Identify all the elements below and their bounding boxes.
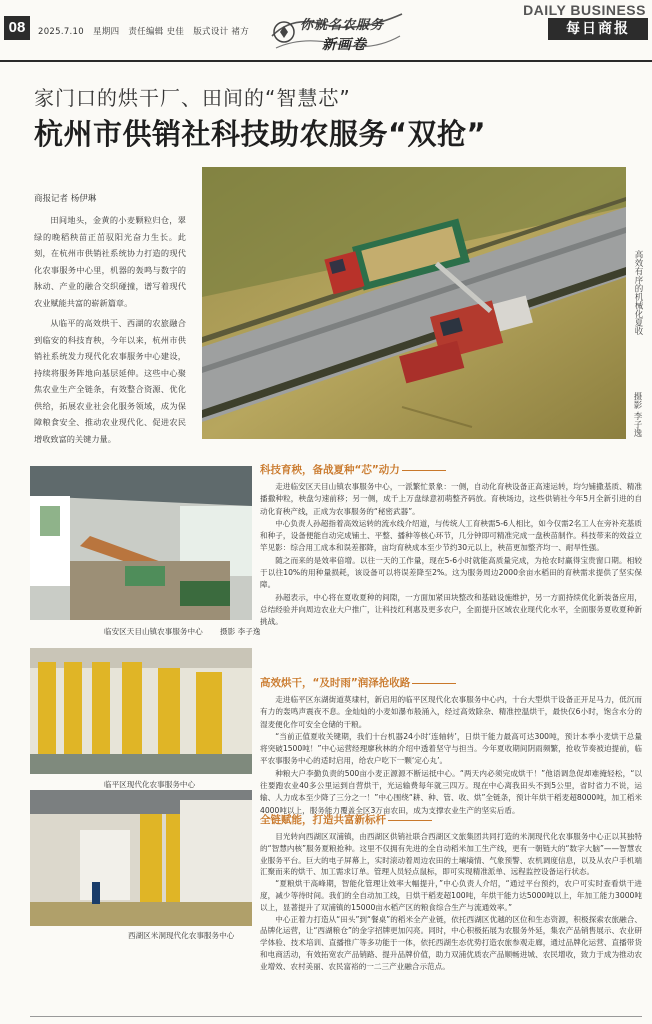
article-subtitle: 家门口的烘干厂、田间的“智慧芯”	[34, 86, 351, 110]
photo-side-credit: 摄影 李子逸	[632, 392, 642, 438]
paragraph: 中心正着力打造从“田头”到“餐桌”的稻米全产业链，依托西湖区优越的区位和生态资源，积极探索农旅融合、品牌化运营，让“西湖粮仓”的金字招牌更加闪亮。同时，中心积极拓展为农服务外延，集农产品销售展示、农业研学体验、技术培训、直播推广等多功能于一体，依托西湖生态优势打造农旅参观走廊，通过品牌化运营、直播带货和电商活动，有效拓宽农产品销路、提升品牌价值，助力双浦优质农产品顺畅进城、农民增收，致力于成为推动农业增效、农村美丽、农民富裕的一二三产业融合示范点。	[260, 914, 642, 971]
page-number: 08	[4, 16, 30, 40]
paragraph: 走进临安区天目山镇农事服务中心，一派繁忙景象：一侧，自动化育秧设备正高速运转，均匀铺撒基质、精准播撒种粒，秧盘匀速前移；另一侧，成千上万盘绿意初萌整齐码放。育秧场边，这些供销社今年5月全新引进的自动化育秧产线，正成为农事服务的“秘密武器”。	[260, 482, 642, 516]
column-title-line2: 新画卷	[322, 37, 367, 53]
column-title-line1: 你就名农服务	[300, 18, 385, 33]
brand-chinese: 每日商报	[548, 18, 648, 40]
section-seedling	[260, 462, 642, 629]
photo1-caption: 临安区天目山镇农事服务中心	[104, 627, 203, 636]
photo3-caption: 西湖区米洞现代化农事服务中心	[128, 931, 235, 940]
paragraph: 随之而来的是效率倍增。以往一天的工作量，现在5-6小时就能高质量完成，为抢农时赢得宝贵窗口期。相较于以往10%的用种量损耗，该设备可以将误差降至2%。这为服务周边2000余亩水稻田的育秧需求提供了坚实保障。	[260, 555, 642, 590]
paragraph: 走进临平区东湖街道莫埭村，新启用的临平区现代化农事服务中心内，十台大型烘干设备正开足马力，低沉而有力的轰鸣声震夜不息。金灿灿的小麦如瀑布般涌入，经过高效除杂、精准控温烘干，最快仅6小时，饱含水分的湿麦便化作可安全仓储的干粮。	[260, 695, 642, 729]
photo2-caption: 临平区现代化农事服务中心	[104, 780, 196, 789]
paragraph: 中心负责人孙超指着高效运转的流水线介绍道，与传统人工育秧需5-6人相比，如今仅需2名工人在旁补充基质和种子，设备便能自动完成铺土、平整、播种等核心环节，几分钟即可精准完成一盘秧苗制作。科技带来的效益立竿见影：综合用工成本和误差都降，亩均育秧成本至少节约30元以上，秧苗更加整齐均一、耐旱性强。	[260, 518, 642, 553]
paragraph: 种粮大户李勤负责的500亩小麦正源源不断运抵中心。“两天内必须完成烘干！”他语调急促却难掩轻松，“以往要跑农业40多公里运到自营烘干，光运输费每年就三四万。现在中心离我田头不到5公里，省时省力不说，运输、人力成本至少降了三分之一！”中心围绕“耕、种、管、收、烘”全链条，预计年烘干稻麦超8000吨，加工稻米4000吨以上，服务能力覆盖全区3万亩农田，成为支撑农业生产的坚实后盾。	[260, 768, 642, 815]
section-body	[260, 831, 642, 973]
lead-paragraph: 从临平的高效烘干、西湖的农旅融合到临安的科技育秧，今年以来，杭州市供销社系统发力现代化农事服务中心建设，持续将服务阵地向基层延伸。这些中心聚焦农业生产全链条，有效整合资源、优化供给，拓展农业社会化服务领域，成为保障粮食安全、推动农业现代化、促进农民增收致富的关键力量。	[34, 318, 186, 444]
section-heading: 科技育秧，备战夏种“芯”动力	[260, 462, 642, 477]
paragraph: 目光转向西湖区双浦镇，由西湖区供销社联合西湖区文旅集团共同打造的米洞现代化农事服务中心正以其独特的“智慧内核”服务夏粮抢种。这里不仅拥有先进的全自动稻米加工生产线，更有一朝链大的“数字大脑”——智慧农业服务平台。巨大的电子屏幕上，实时滚动着周边农田的土壤墒情、气象预警、农机调度信息，以及从农户手机端汇聚而来的烘干、加工需求订单。管理人员轻点鼠标，即可实现精准派单、远程监控设备运行状态。	[260, 832, 642, 877]
section-fullchain	[260, 812, 642, 973]
column-logo	[262, 6, 412, 58]
section-heading: 高效烘干，“及时雨”润泽抢收路	[260, 675, 642, 690]
seedling-center-photo	[30, 466, 252, 620]
paragraph: 孙超表示，中心将在夏收夏种的间隙，一方面加紧田块整改和基础设施维护，另一方面持续优化新装备应用，总结经验并向周边农业大户推广，让科技红利惠及更多农户，全面提升区域农业现代化水平，全面服务夏收夏种新挑战。	[260, 592, 642, 627]
section-body	[260, 481, 642, 629]
lead-text	[34, 212, 186, 447]
designer-credit: 版式设计 褚方	[193, 27, 250, 37]
article-headline: 杭州市供销社科技助农服务“双抢”	[34, 117, 487, 151]
issue-meta	[38, 25, 255, 37]
harvest-photo	[202, 167, 626, 439]
page-header	[0, 0, 652, 62]
section-drying	[260, 675, 642, 817]
photo-side-caption: 高效有序的机械化夏收	[633, 250, 643, 335]
byline: 商报记者 杨伊琳	[34, 194, 97, 204]
paragraph: “夏粮烘干高峰期，智能化管理让效率大幅提升，”中心负责人介绍，“通过平台预约，农户可实时查看烘干进度，减少等待时间。我们的全自动加工线，日烘干稻麦超100吨，年烘干能力达5000吨以上，年加工能力3000吨以上，显著提升了双浦镇的15000亩水稻产区的粮食综合生产与流通效率。”	[260, 879, 642, 912]
issue-weekday: 星期四	[92, 27, 120, 37]
paragraph: “当前正值夏收关键期，我们十台机器24小时‘连轴转’，日烘干能力最高可达300吨，预计本季小麦烘干总量将突破1500吨！”中心运营经理廖秋林的介绍中透着坚守与担当。今年夏收期间阴雨频繁，抢收节奏被迫提前，临平农事服务中心的适时启用，给农户吃下一颗‘定心丸’。	[260, 731, 642, 766]
issue-date: 2025.7.10	[38, 27, 84, 37]
lead-paragraph: 田间地头，金黄的小麦颗粒归仓，翠绿的晚稻秧苗正茁驭阳光奋力生长。此刻，在杭州市供销社系统协力打造的现代化农事服务中心里，机器的轰鸣与数字的脉动、产业的融合交织碰撞，谱写着现代农业赋能共富的崭新篇章。	[34, 215, 186, 308]
section-heading: 全链赋能，打造共富新标杆	[260, 812, 642, 827]
drying-center-photo	[30, 648, 252, 774]
brand-english: DAILY BUSINESS	[523, 2, 646, 18]
milling-center-photo	[30, 790, 252, 926]
section-body	[260, 694, 642, 817]
editor-credit: 责任编辑 史佳	[128, 27, 185, 37]
footer-divider	[30, 1016, 642, 1017]
photo1-credit: 摄影 李子逸	[220, 627, 261, 636]
